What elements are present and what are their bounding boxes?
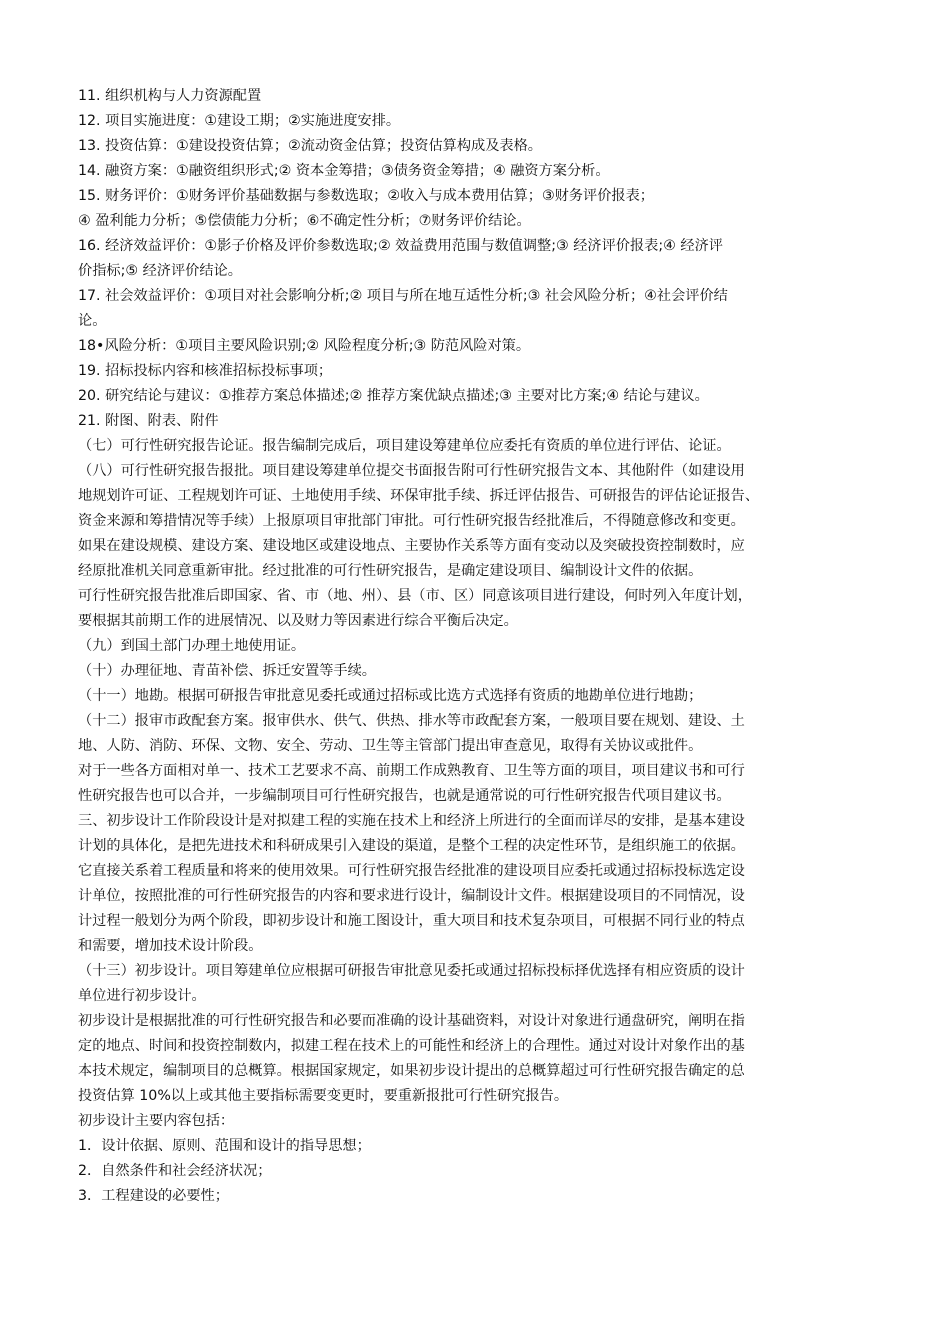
text-line: 12. 项目实施进度：①建设工期；②实施进度安排。	[78, 113, 401, 129]
text-line: 14. 融资方案：①融资组织形式;② 资本金筹措；③债务资金筹措；④ 融资方案分析。	[78, 163, 610, 179]
text-line: 17. 社会效益评价：①项目对社会影响分析;② 项目与所在地互适性分析;③ 社会风险分析；④社会评价结	[78, 288, 728, 304]
text-line: 和需要，增加技术设计阶段。	[78, 938, 263, 954]
text-line: 地规划许可证、工程规划许可证、土地使用手续、环保审批手续、拆迁评估报告、可研报告的评估论证报告、	[78, 488, 760, 504]
text-line: 计单位，按照批准的可行性研究报告的内容和要求进行设计，编制设计文件。根据建设项目的不同情况，设	[78, 888, 745, 904]
text-line: 16. 经济效益评价：①影子价格及评价参数选取;② 效益费用范围与数值调整;③ 经济评价报表;④ 经济评	[78, 238, 723, 254]
text-line: （八）可行性研究报告报批。项目建设筹建单位提交书面报告附可行性研究报告文本、其他附件（如建设用	[78, 463, 745, 479]
text-line: 计过程一般划分为两个阶段，即初步设计和施工图设计，重大项目和技术复杂项目，可根据不同行业的特点	[78, 913, 745, 929]
text-line: 论。	[78, 313, 107, 329]
text-line: 21. 附图、附表、附件	[78, 413, 219, 429]
text-line: （七）可行性研究报告论证。报告编制完成后，项目建设筹建单位应委托有资质的单位进行评估、论证。	[78, 438, 731, 454]
text-line: （十一）地勘。根据可研报告审批意见委托或通过招标或比选方式选择有资质的地勘单位进行地勘；	[78, 688, 703, 704]
text-line: 可行性研究报告批准后即国家、省、市（地、州）、县（市、区）同意该项目进行建设，何时列入年度计划，	[78, 588, 752, 604]
text-line: 性研究报告也可以合并，一步编制项目可行性研究报告，也就是通常说的可行性研究报告代项目建议书。	[78, 788, 731, 804]
text-line: 13. 投资估算：①建设投资估算；②流动资金估算；投资估算构成及表格。	[78, 138, 542, 154]
text-line: 1．设计依据、原则、范围和设计的指导思想；	[78, 1138, 371, 1154]
text-line: （十二）报审市政配套方案。报审供水、供气、供热、排水等市政配套方案，一般项目要在规划、建设、土	[78, 713, 745, 729]
text-line: 11. 组织机构与人力资源配置	[78, 88, 262, 104]
text-line: 资金来源和筹措情况等手续）上报原项目审批部门审批。可行性研究报告经批准后，不得随意修改和变更。	[78, 513, 745, 529]
text-line: 20. 研究结论与建议：①推荐方案总体描述;② 推荐方案优缺点描述;③ 主要对比方案;④ 结论与建议。	[78, 388, 709, 404]
document-page	[78, 84, 888, 1209]
text-line: 价指标;⑤ 经济评价结论。	[78, 263, 242, 279]
text-line: （九）到国土部门办理土地使用证。	[78, 638, 306, 654]
text-line: 如果在建设规模、建设方案、建设地区或建设地点、主要协作关系等方面有变动以及突破投资控制数时，应	[78, 538, 745, 554]
text-line: 地、人防、消防、环保、文物、安全、劳动、卫生等主管部门提出审查意见，取得有关协议或批件。	[78, 738, 703, 754]
text-line: 要根据其前期工作的进展情况、以及财力等因素进行综合平衡后决定。	[78, 613, 518, 629]
text-line: 2．自然条件和社会经济状况；	[78, 1163, 272, 1179]
text-line: 15. 财务评价：①财务评价基础数据与参数选取；②收入与成本费用估算；③财务评价报表；	[78, 188, 654, 204]
text-line: 经原批准机关同意重新审批。经过批准的可行性研究报告，是确定建设项目、编制设计文件的依据。	[78, 563, 703, 579]
text-line: 初步设计主要内容包括：	[78, 1113, 235, 1129]
text-line: 18•风险分析：①项目主要风险识别;② 风险程度分析;③ 防范风险对策。	[78, 338, 531, 354]
text-line: （十三）初步设计。项目筹建单位应根据可研报告审批意见委托或通过招标投标择优选择有相应资质的设计	[78, 963, 745, 979]
text-line: 对于一些各方面相对单一、技术工艺要求不高、前期工作成熟教育、卫生等方面的项目，项目建议书和可行	[78, 763, 745, 779]
text-line: ④ 盈利能力分析；⑤偿债能力分析；⑥不确定性分析；⑦财务评价结论。	[78, 213, 531, 229]
text-line: （十）办理征地、青苗补偿、拆迁安置等手续。	[78, 663, 376, 679]
text-line: 定的地点、时间和投资控制数内，拟建工程在技术上的可能性和经济上的合理性。通过对设计对象作出的基	[78, 1038, 745, 1054]
text-line: 三、初步设计工作阶段设计是对拟建工程的实施在技术上和经济上所进行的全面而详尽的安排，是基本建设	[78, 813, 745, 829]
text-line: 计划的具体化，是把先进技术和科研成果引入建设的渠道，是整个工程的决定性环节，是组织施工的依据。	[78, 838, 745, 854]
text-line: 3．工程建设的必要性；	[78, 1188, 229, 1204]
text-line: 单位进行初步设计。	[78, 988, 206, 1004]
text-line: 它直接关系着工程质量和将来的使用效果。可行性研究报告经批准的建设项目应委托或通过招标投标选定设	[78, 863, 745, 879]
text-line: 本技术规定，编制项目的总概算。根据国家规定，如果初步设计提出的总概算超过可行性研究报告确定的总	[78, 1063, 745, 1079]
text-line: 19. 招标投标内容和核准招标投标事项；	[78, 363, 333, 379]
text-line: 投资估算 10%以上或其他主要指标需要变更时，要重新报批可行性研究报告。	[78, 1088, 569, 1104]
text-line: 初步设计是根据批准的可行性研究报告和必要而准确的设计基础资料，对设计对象进行通盘研究，阐明在指	[78, 1013, 745, 1029]
